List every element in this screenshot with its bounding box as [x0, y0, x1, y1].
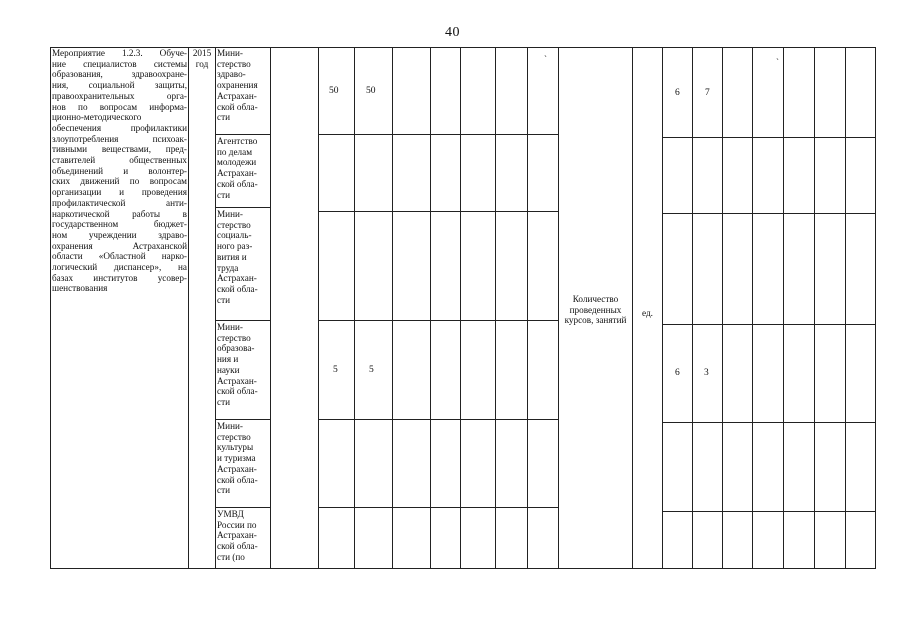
value-cell: 6	[675, 88, 680, 98]
value-cell: 50	[366, 86, 376, 96]
text-line: Мини-	[217, 209, 243, 219]
text-line: профилактической анти-	[52, 197, 187, 208]
text-line: ного раз-	[217, 241, 253, 252]
scan-mark: ˋ	[776, 57, 779, 67]
col-line	[392, 47, 393, 569]
text-line: стерство	[217, 219, 251, 230]
text-line: ской обла-	[217, 178, 258, 189]
text-line: вития и	[217, 251, 247, 262]
text-line: стерство	[217, 58, 251, 69]
event-year	[189, 48, 215, 69]
text-line: злоупотребления психоак-	[52, 133, 187, 144]
row-line	[662, 511, 876, 512]
text-line: сти	[217, 396, 231, 407]
text-line: охранения	[217, 80, 258, 91]
row-line	[215, 507, 271, 508]
text-line: сти	[217, 294, 231, 305]
text-line: ской обла-	[217, 283, 258, 294]
row-line	[215, 419, 271, 420]
text-line: стерство	[217, 431, 251, 442]
text-line: Мини-	[217, 322, 243, 332]
text-line: государственном бюджет-	[52, 219, 187, 230]
text-line: базах институтов усовер-	[52, 272, 187, 283]
text-line: ставителей общественных	[52, 155, 187, 166]
text-line: правоохранительных орга-	[52, 90, 187, 101]
text-line: России по	[217, 519, 257, 530]
text-line: Астрахан-	[217, 463, 257, 474]
row-line	[318, 419, 559, 420]
col-line	[752, 47, 753, 569]
col-line	[460, 47, 461, 569]
indicator-unit: ед.	[642, 308, 653, 318]
row-line	[662, 422, 876, 423]
col-line	[270, 47, 271, 569]
text-line: Мини-	[217, 421, 243, 431]
text-line: охранения Астраханской	[52, 240, 187, 251]
event-description	[52, 48, 187, 294]
text-line: нов по вопросам информа-	[52, 101, 187, 112]
text-line: ской обла-	[217, 101, 258, 112]
text-line: тивными веществами, пред-	[52, 144, 187, 155]
text-line: ния, социальной защиты,	[52, 80, 187, 91]
col-line	[662, 47, 663, 569]
text-line: Астрахан-	[217, 168, 257, 179]
text-line: шенствования	[52, 283, 108, 294]
col-line	[495, 47, 496, 569]
executor-ministry-health	[217, 48, 269, 123]
executor-youth-agency	[217, 136, 269, 200]
executor-umvd	[217, 509, 269, 563]
page-number: 40	[445, 25, 460, 40]
text-line: и туризма	[217, 453, 256, 464]
text-line: Астрахан-	[217, 530, 257, 541]
row-line	[318, 320, 559, 321]
col-line	[318, 47, 319, 569]
text-line: науки	[217, 364, 240, 375]
indicator-label	[559, 294, 632, 326]
text-line: обеспечения профилактики	[52, 122, 187, 133]
text-line: Количество	[572, 294, 619, 304]
text-line: проведенных	[569, 304, 622, 315]
value-cell: 6	[675, 368, 680, 378]
col-line	[814, 47, 815, 569]
text-line: Мини-	[217, 48, 243, 58]
col-line	[722, 47, 723, 569]
col-line	[215, 47, 216, 569]
text-line: Мероприятие 1.2.3. Обуче-	[52, 48, 187, 58]
text-line: сти (по	[217, 551, 245, 562]
executor-ministry-culture	[217, 421, 269, 496]
row-line	[318, 211, 559, 212]
text-line: стерство	[217, 332, 251, 343]
text-line: наркотической работы в	[52, 208, 187, 219]
text-line: Астрахан-	[217, 273, 257, 284]
col-line	[50, 47, 51, 569]
text-line: сти	[217, 485, 231, 496]
text-line: сти	[217, 112, 231, 123]
text-line: области «Областной нарко-	[52, 251, 187, 262]
text-line: Астрахан-	[217, 90, 257, 101]
executor-ministry-education	[217, 322, 269, 408]
row-line	[318, 507, 559, 508]
text-line: сти	[217, 189, 231, 200]
value-cell: 7	[705, 88, 710, 98]
row-line	[215, 207, 271, 208]
col-line	[430, 47, 431, 569]
scan-mark: ˋ	[544, 54, 547, 64]
text-line: ской обла-	[217, 386, 258, 397]
text-line: объединений и волонтер-	[52, 165, 187, 176]
row-line	[318, 134, 559, 135]
row-line	[215, 134, 271, 135]
col-line	[354, 47, 355, 569]
text-line: ских движений по вопросам	[52, 176, 187, 187]
col-line	[692, 47, 693, 569]
text-line: Астрахан-	[217, 375, 257, 386]
value-cell: 50	[329, 86, 339, 96]
text-line: ционно-методического	[52, 112, 142, 123]
text-line: ской обла-	[217, 474, 258, 485]
text-line: молодежи	[217, 157, 257, 168]
text-line: труда	[217, 262, 239, 273]
text-line: социаль-	[217, 230, 252, 241]
text-line: здраво-	[217, 69, 246, 80]
text-line: ном учреждении здраво-	[52, 229, 187, 240]
row-line	[662, 137, 876, 138]
col-line	[845, 47, 846, 569]
col-line	[188, 47, 189, 569]
text-line: ние специалистов системы	[52, 58, 187, 69]
text-line: по делам	[217, 146, 253, 157]
text-line: культуры	[217, 442, 254, 453]
row-line	[215, 320, 271, 321]
text-line: курсов, занятий	[564, 315, 627, 326]
value-cell: 5	[333, 365, 338, 375]
text-line: логический диспансер», на	[52, 262, 187, 273]
text-line: 2015	[192, 48, 212, 58]
text-line: год	[195, 58, 209, 69]
col-line	[875, 47, 876, 569]
text-line: Агентство	[217, 136, 258, 146]
text-line: организации и проведения	[52, 187, 187, 198]
value-cell: 3	[704, 368, 709, 378]
value-cell: 5	[369, 365, 374, 375]
text-line: ской обла-	[217, 541, 258, 552]
text-line: образова-	[217, 343, 255, 354]
col-line	[527, 47, 528, 569]
text-line: УМВД	[217, 509, 244, 519]
col-line	[783, 47, 784, 569]
text-line: ния и	[217, 354, 239, 365]
text-line: образования, здравоохране-	[52, 69, 187, 80]
row-line	[662, 324, 876, 325]
executor-ministry-social	[217, 209, 269, 305]
row-line	[662, 213, 876, 214]
